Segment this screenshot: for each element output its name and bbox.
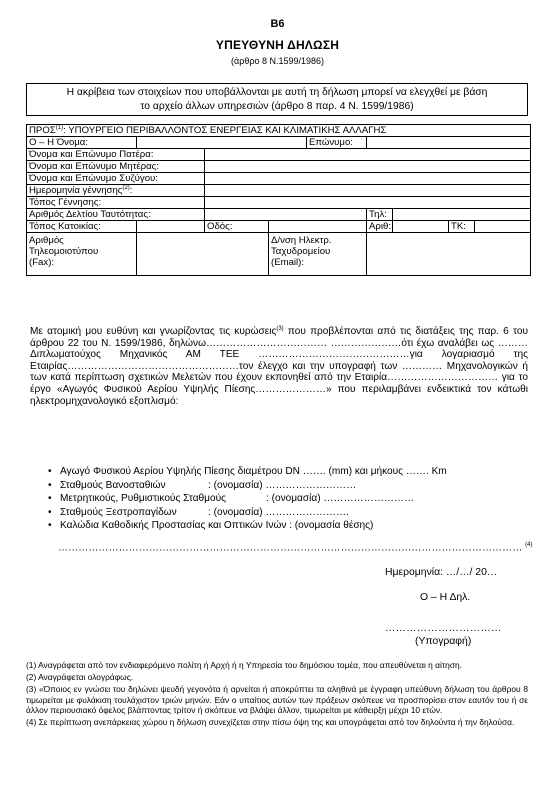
declaration-text-rest: που προβλέπονται από τις διατάξεις της παρ. 6 του άρθρου 22 του Ν. 1599/1986, δηλώνω……………………………… …………………ότι έχω αναλάβει ως ………Διπλωματούχος Μηχανικός ΑΜ ΤΕΕ ………………………………………για λογαριασμό της Εταιρίας……………………………………………τον έλεγχο και την υπογραφή των ………… Μηχανολογικών ή των κατά περίπτωση σχετικών Μελετών που έχουν εκπονηθεί από την Εταιρία…………………………… για το έργο «Αγωγός Φυσικού Αερίου Υψηλής Πίεσης…………………» που περιλαμβάνει ενδεικτικά τον κάτωθι ηλεκτρομηχανολογικό εξοπλισμό: xyxy=(30,326,528,407)
birthdate-label-text: Ημερομηνία γέννησης xyxy=(29,185,123,196)
declarant-label: Ο – Η Δηλ. xyxy=(420,592,471,603)
signature-label: (Υπογραφή) xyxy=(415,636,472,647)
birthdate-label: Ημερομηνία γέννησης$^{(2)}$: xyxy=(27,185,205,197)
list-item xyxy=(48,465,530,479)
dots-text: ………………………………………………………………………………………………………………………… xyxy=(58,542,523,554)
first-name-field[interactable] xyxy=(137,137,307,149)
spouse-name-label: Όνομα και Επώνυμο Συζύγου: xyxy=(27,173,205,185)
surname-label: Επώνυμο: xyxy=(307,137,367,149)
fax-label-line-2: Τηλεομοιοτύπου xyxy=(29,246,99,257)
accuracy-notice-box xyxy=(26,83,528,116)
continuation-footnote-mark: (4) xyxy=(525,542,533,548)
postcode-field[interactable] xyxy=(475,221,531,233)
residence-field[interactable] xyxy=(137,221,205,233)
page-subtitle: (άρθρο 8 Ν.1599/1986) xyxy=(231,56,324,66)
form-code: Β6 xyxy=(270,18,285,30)
email-label-line-2: Ταχυδρομείου xyxy=(271,246,331,257)
footnote-4: (4) Σε περίπτωση ανεπάρκειας χώρου η δήλωση συνεχίζεται στην πίσω όψη της και υπογράφεται από τον δηλούντα ή την δηλούσα. xyxy=(26,717,515,728)
continuation-dots xyxy=(58,542,533,554)
equipment-pig-traps-value: : (ονομασία) ……………………. xyxy=(208,506,349,518)
equipment-cables: Καλώδια Καθοδικής Προστασίας και Οπτικών Ινών : (ονομασία θέσης) xyxy=(60,520,374,532)
id-number-field[interactable] xyxy=(205,209,367,221)
signature-line: …………………………… xyxy=(385,623,502,634)
equipment-list xyxy=(48,465,530,533)
list-item xyxy=(48,519,530,533)
birthdate-footnote-mark: (2) xyxy=(122,185,130,191)
recipient-value: : ΥΠΟΥΡΓΕΙΟ ΠΕΡΙΒΑΛΛΟΝΤΟΣ ΕΝΕΡΓΕΙΑΣ ΚΑΙ ΚΛΙΜΑΤΙΚΗΣ ΑΛΛΑΓΗΣ xyxy=(63,125,387,136)
email-field[interactable] xyxy=(367,233,531,276)
notice-line-2: το αρχείο άλλων υπηρεσιών (άρθρο 8 παρ. 4 Ν. 1599/1986) xyxy=(140,101,414,112)
spouse-name-field[interactable] xyxy=(205,173,531,185)
fax-field[interactable] xyxy=(137,233,269,276)
list-item xyxy=(48,492,530,506)
footnote-1: (1) Αναγράφεται από τον ενδιαφερόμενο πολίτη ή Αρχή ή η Υπηρεσία του δημόσιου τομέα, που απευθύνεται η αίτηση. xyxy=(26,660,462,670)
email-label-line-1: Δ/νση Ηλεκτρ. xyxy=(271,235,332,246)
residence-label: Τόπος Κατοικίας: xyxy=(27,221,137,233)
postcode-label: ΤΚ: xyxy=(449,221,475,233)
notice-line-1: Η ακρίβεια των στοιχείων που υποβάλλονται με αυτή τη δήλωση μπορεί να ελεγχθεί με βάση xyxy=(66,87,488,98)
number-field[interactable] xyxy=(393,221,449,233)
list-item xyxy=(48,506,530,520)
email-label xyxy=(269,233,367,276)
declaration-text-start: Με ατομική μου ευθύνη και γνωρίζοντας τις κυρώσεις xyxy=(30,326,277,337)
equipment-pig-traps: Σταθμούς Ξεστροπαγίδων xyxy=(60,506,177,518)
email-label-line-3: (Email): xyxy=(271,257,305,268)
declaration-paragraph xyxy=(30,326,528,407)
footnote-3: (3) «Όποιος εν γνώσει του δηλώνει ψευδή γεγονότα ή αρνείται ή αποκρύπτει τα αληθινά με έγγραφη υπεύθυνη δήλωση του άρθρου 8 τιμωρείται με φυλάκιση τουλάχιστον τριών μηνών. Εάν ο υπαίτιος αυτών των πράξεων σκόπευε να προσπορίσει στον εαυτόν του ή σε άλλον περιουσιακό όφελος βλάπτοντας τρίτον ή σκόπευε να βλάψει άλλον, τιμωρείται με κάθειρξη μέχρι 10 ετών. xyxy=(26,684,528,716)
number-label: Αριθ: xyxy=(367,221,393,233)
mother-name-field[interactable] xyxy=(205,161,531,173)
fax-label xyxy=(27,233,137,276)
birthplace-field[interactable] xyxy=(205,197,531,209)
to-label: ΠΡΟΣ xyxy=(29,125,56,136)
father-name-field[interactable] xyxy=(205,149,531,161)
personal-details-table xyxy=(26,124,531,276)
equipment-valve-stations: Σταθμούς Βανοσταθιών xyxy=(60,479,166,491)
declaration-body xyxy=(30,326,528,407)
surname-field[interactable] xyxy=(367,137,531,149)
id-number-label: Αριθμός Δελτίου Ταυτότητας: xyxy=(27,209,205,221)
birthdate-field[interactable] xyxy=(205,185,531,197)
list-item xyxy=(48,479,530,493)
footnote-2: (2) Αναγράφεται ολογράφως. xyxy=(26,672,134,683)
recipient-row xyxy=(27,125,531,137)
signature-date: Ημερομηνία: …/…/ 20… xyxy=(385,567,498,578)
street-label: Οδός: xyxy=(205,221,269,233)
fax-label-line-1: Αριθμός xyxy=(29,235,64,246)
mother-name-label: Όνομα και Επώνυμο Μητέρας: xyxy=(27,161,205,173)
penalties-footnote-mark: (3) xyxy=(276,326,284,332)
phone-field[interactable] xyxy=(393,209,531,221)
fax-label-line-3: (Fax): xyxy=(29,257,55,268)
phone-label: Τηλ: xyxy=(367,209,393,221)
equipment-valve-stations-value: : (ονομασία) ……………………… xyxy=(208,479,357,491)
father-name-label: Όνομα και Επώνυμο Πατέρα: xyxy=(27,149,205,161)
equipment-metering-stations-value: : (ονομασία) ……………………… xyxy=(266,493,415,505)
page-title: ΥΠΕΥΘΥΝΗ ΔΗΛΩΣΗ xyxy=(215,38,340,52)
equipment-pipeline: Αγωγό Φυσικού Αερίου Υψηλής Πίεσης διαμέτρου DN ……. (mm) και μήκους ……. Km xyxy=(60,466,447,477)
equipment-metering-stations: Μετρητικούς, Ρυθμιστικούς Σταθμούς xyxy=(60,493,226,505)
street-field[interactable] xyxy=(269,221,367,233)
to-footnote-mark: (1) xyxy=(55,125,64,131)
birthplace-label: Τόπος Γέννησης: xyxy=(27,197,205,209)
first-name-label: Ο – Η Όνομα: xyxy=(27,137,137,149)
footnotes xyxy=(26,660,528,730)
